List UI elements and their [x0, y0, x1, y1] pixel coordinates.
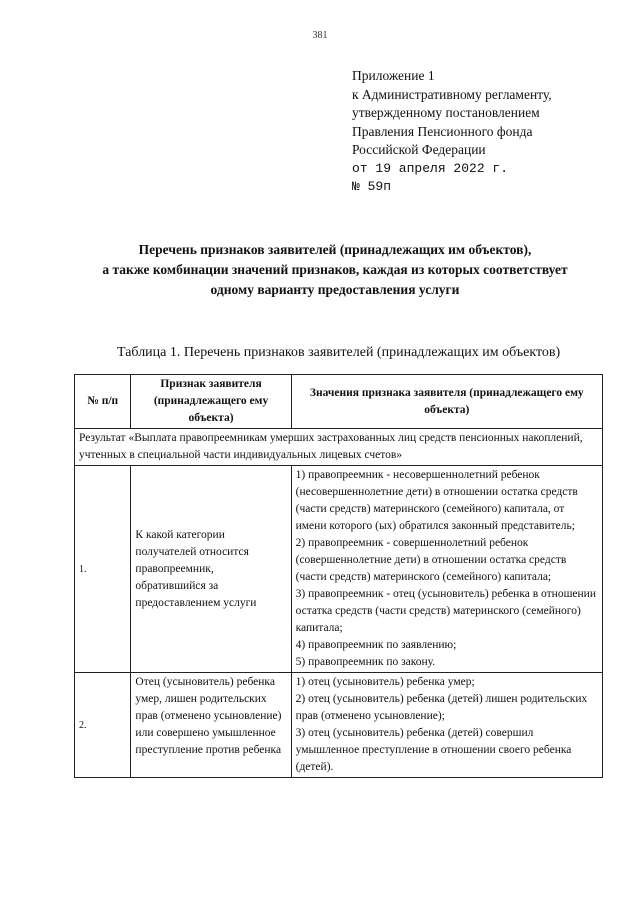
row-feature: Отец (усыновитель) ребенка умер, лишен родительских прав (отменено усыновление) или совершено умышленное преступление против ребенка [131, 673, 291, 778]
table-row [75, 673, 603, 778]
appendix-date: от 19 апреля 2022 г. [352, 160, 509, 176]
value-item: 3) правопреемник - отец (усыновитель) ребенка в отношении остатка средств (части средств) материнского (семейного) капитала; [295, 588, 596, 634]
header-values: Значения признака заявителя (принадлежащего ему объекта) [291, 375, 602, 429]
page-number: 381 [312, 30, 328, 41]
features-table [74, 374, 603, 778]
value-item: 3) отец (усыновитель) ребенка (детей) совершил умышленное преступление в отношении своего ребенка (детей). [295, 727, 572, 773]
value-item: 1) правопреемник - несовершеннолетний ребенок (несовершеннолетние дети) в отношении остатка средств (части средств) материнского (семейного) капитала, от имени которого (ых) обратился законный представитель; [295, 469, 578, 532]
title-line: одному варианту предоставления услуги [210, 282, 460, 297]
value-item: 2) отец (усыновитель) ребенка (детей) лишен родительских прав (отменено усыновление); [295, 693, 588, 722]
header-num: № п/п [75, 375, 131, 429]
result-row [75, 429, 603, 466]
table-caption: Таблица 1. Перечень признаков заявителей (принадлежащих им объектов) [117, 345, 561, 360]
appendix-line: Приложение 1 [352, 68, 435, 83]
value-item: 2) правопреемник - совершеннолетний ребенок (совершеннолетние дети) в отношении остатка средств (части средств) материнского (семейного) капитала; [295, 537, 567, 583]
title-line: а также комбинации значений признаков, каждая из которых соответствует [102, 262, 568, 277]
value-item: 5) правопреемник по закону. [295, 656, 436, 668]
table-header-row [75, 375, 603, 429]
result-cell: Результат «Выплата правопреемникам умерших застрахованных лиц средств пенсионных накоплений, учтенных в специальной части индивидуальных лицевых счетов» [75, 429, 603, 466]
title-line: Перечень признаков заявителей (принадлежащих им объектов), [138, 242, 532, 257]
appendix-block [352, 67, 622, 197]
table-row [75, 466, 603, 673]
appendix-line: к Административному регламенту, [352, 86, 552, 102]
value-item: 4) правопреемник по заявлению; [295, 639, 457, 651]
appendix-line: Российской Федерации [352, 142, 486, 157]
appendix-number: № 59п [352, 179, 392, 194]
row-num: 2. [75, 673, 131, 778]
document-title [60, 240, 610, 300]
row-values [291, 466, 602, 673]
header-feature: Признак заявителя (принадлежащего ему объекта) [131, 375, 291, 429]
row-num: 1. [75, 466, 131, 673]
appendix-line: утвержденному постановлением [352, 105, 540, 120]
appendix-line: Правления Пенсионного фонда [352, 123, 533, 139]
row-feature: К какой категории получателей относится правопреемник, обратившийся за предоставлением услуги [131, 466, 291, 673]
row-values [291, 673, 602, 778]
value-item: 1) отец (усыновитель) ребенка умер; [295, 676, 475, 688]
